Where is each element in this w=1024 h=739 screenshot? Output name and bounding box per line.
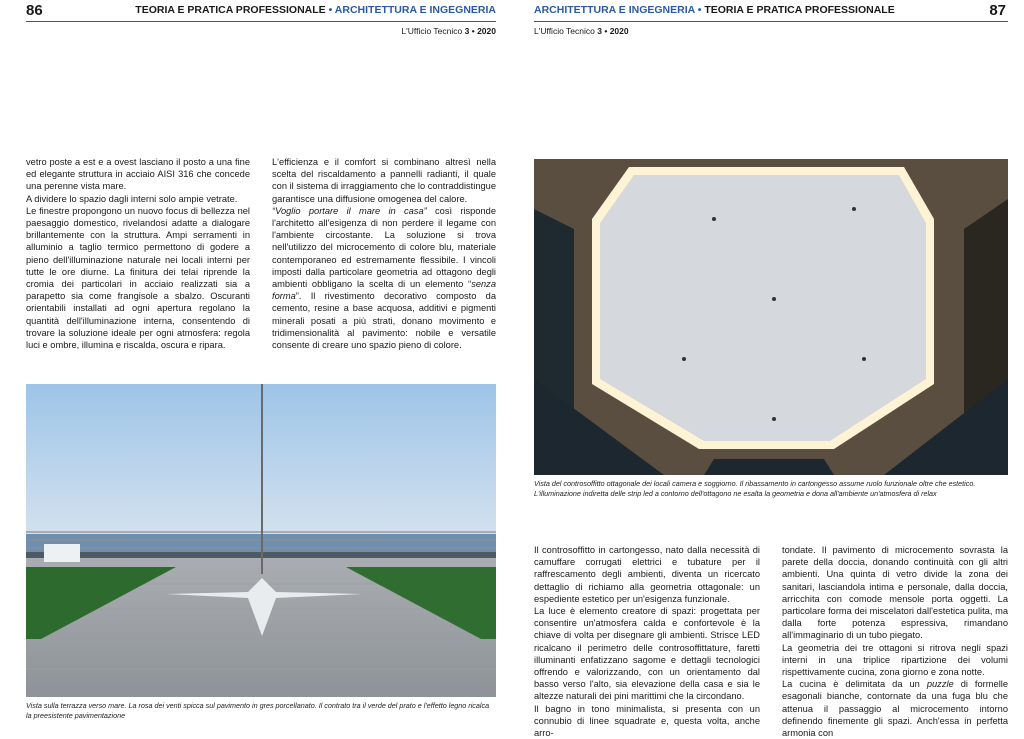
text-column-1 xyxy=(26,156,250,351)
terrace-photo xyxy=(26,384,496,697)
running-header xyxy=(534,4,895,16)
ceiling-photo xyxy=(534,159,1008,475)
header-topic: ARCHITETTURA E INGEGNERIA xyxy=(334,4,496,16)
header-rule xyxy=(26,21,496,22)
paragraph xyxy=(782,678,1008,739)
paragraph-text: La cucina è delimitata da un xyxy=(782,679,927,690)
journal-issue xyxy=(401,26,496,36)
text-column-1 xyxy=(534,544,760,739)
left-page xyxy=(0,0,512,724)
page-number: 86 xyxy=(26,2,43,19)
journal-name: L'Ufficio Tecnico xyxy=(534,26,595,36)
photo-caption: Vista sulla terrazza verso mare. La rosa dei venti spicca sul pavimento in gres porcellanato. Il contrato tra il verde del prato e l'effetto legno ricalca la preesistente pavimentazione xyxy=(26,701,490,720)
issue-year: 2020 xyxy=(609,26,629,36)
paragraph: vetro poste a est e a ovest lasciano il posto a una fine ed elegante struttura in acciaio AISI 316 che concede una perenne vista mare. xyxy=(26,157,250,192)
header-topic: ARCHITETTURA E INGEGNERIA xyxy=(534,4,695,16)
paragraph: Il controsoffitto in cartongesso, nato dalla necessità di camuffare corrugati elettrici e tubature per il raffrescamento degli ambienti, diventa un ricercato dettaglio di richiamo alla geometria ottagonale: un espediente estetico per un'esigenza funzionale. xyxy=(534,545,760,604)
header-bullet: • xyxy=(697,4,702,16)
header-section: TEORIA E PRATICA PROFESSIONALE xyxy=(704,4,895,16)
paragraph: A dividere lo spazio dagli interni solo ampie vetrate. xyxy=(26,193,238,204)
issue-bullet: • xyxy=(471,26,475,36)
running-header xyxy=(135,4,496,16)
journal-name: L'Ufficio Tecnico xyxy=(401,26,463,36)
paragraph: tondate. Il pavimento di microcemento sovrasta la parete della doccia, donando continuità con gli altri ambienti. Una quinta di vetro divide la zona dei sanitari, lasciandola intima e personale, dalla doccia, arricchita con comode mensole porta oggetti. La particolare forma dei miscelatori dall'estetica pulita, ma dalla forte potenza espressiva, rimandano all'immaginario di un tubo piegato. xyxy=(782,545,1008,641)
page-number: 87 xyxy=(989,2,1006,19)
paragraph: La geometria dei tre ottagoni si ritrova negli spazi interni in una triplice ripartizione dei volumi rispettivamente cucina, zona giorno e zona notte. xyxy=(782,642,1008,678)
paragraph: La luce è elemento creatore di spazi: progettata per consentire un'atmosfera calda e confortevole è la chiave di volta per disegnare gli ambienti. Strisce LED ricalcano il perimetro delle controsoffittature, faretti illuminanti enfatizzano sagome e dettagli tecnologici offrendo e valorizzando, con un orientamento dal basso verso l'alto, sia elevazione della casa e sia le altezze naturali dei pini marittimi che la circondano. xyxy=(534,606,760,702)
header-bullet: • xyxy=(328,4,333,16)
right-page xyxy=(512,0,1024,739)
paragraph-text: di formelle esagonali bianche, contornate da una fuga blu che attenua il passaggio al microcemento intorno definendo finemente gli spazi. Anch'essa in perfetta armonia con xyxy=(782,679,1008,739)
issue-year: 2020 xyxy=(477,26,496,36)
journal-issue xyxy=(534,26,629,36)
paragraph xyxy=(272,205,496,351)
paragraph: Il bagno in tono minimalista, si presenta con un connubio di linee squadrate e, questa volta, anche arro- xyxy=(534,703,760,739)
photo-caption: Vista del controsoffitto ottagonale dei locali camera e soggiorno. Il ribassamento in cartongesso assume ruolo funzionale oltre che estetico. L'illuminazione indiretta delle strip led a contorno dell'ottagono ne esalta la geometria e dona all'ambiente un'atmosfera di relax xyxy=(534,479,976,498)
text-column-2 xyxy=(782,544,1008,739)
header-section: TEORIA E PRATICA PROFESSIONALE xyxy=(135,4,326,16)
quote: “Voglio portare il mare in casa” xyxy=(272,205,427,216)
paragraph-text: ”. Il rivestimento decorativo composto da cemento, resine a base acquosa, additivi e pigmenti minerali posati a più strati, donano movimento e tridimensionalità al pavimento: nobile e versatile consente di creare uno spazio pieno di colore. xyxy=(272,291,496,351)
header-rule xyxy=(534,21,1008,22)
emphasis: puzzle xyxy=(926,679,954,690)
issue-number: 3 xyxy=(464,26,470,36)
paragraph: Le finestre propongono un nuovo focus di bellezza nel paesaggio domestico, rivelandosi adatte a dialogare brillantemente con la struttura. Ampi serramenti in alluminio a taglio termico permettono di godere a pieno dell'illuminazione naturale nei locali interni per tutte le ore diurne. La finitura dei telai riprende la cromia dei particolari in acciaio realizzati sia a parapetto sia come frangisole a sbalzo. Oscuranti orientabili installati ad ogni apertura regolano la quantità dell'illuminazione interna, consentendo di trovare la soluzione ideale per ogni atmosfera: regola luci e ombre, illumina e riscalda, oscura e ripara. xyxy=(26,205,250,351)
paragraph-text: così risponde l'architetto all'esigenza di non perdere il legame con l'ambiente circostante. La soluzione si trova nell'utilizzo del microcemento di colore blu, materiale contemporaneo ed estremamente flessibile. I vincoli imposti dalla particolare geometria ad ottagono degli ambienti obbligano la scelta di un elemento “ xyxy=(272,205,496,290)
issue-bullet: • xyxy=(604,26,608,36)
text-column-2 xyxy=(272,156,496,351)
paragraph: L'efficienza e il comfort si combinano altresì nella scelta del riscaldamento a pannelli radianti, il quale con il sistema di irraggiamento che lo contraddistingue garantisce una diffusione omogenea del calore. xyxy=(272,157,496,204)
emphasis: senza forma xyxy=(272,279,496,302)
issue-number: 3 xyxy=(597,26,602,36)
